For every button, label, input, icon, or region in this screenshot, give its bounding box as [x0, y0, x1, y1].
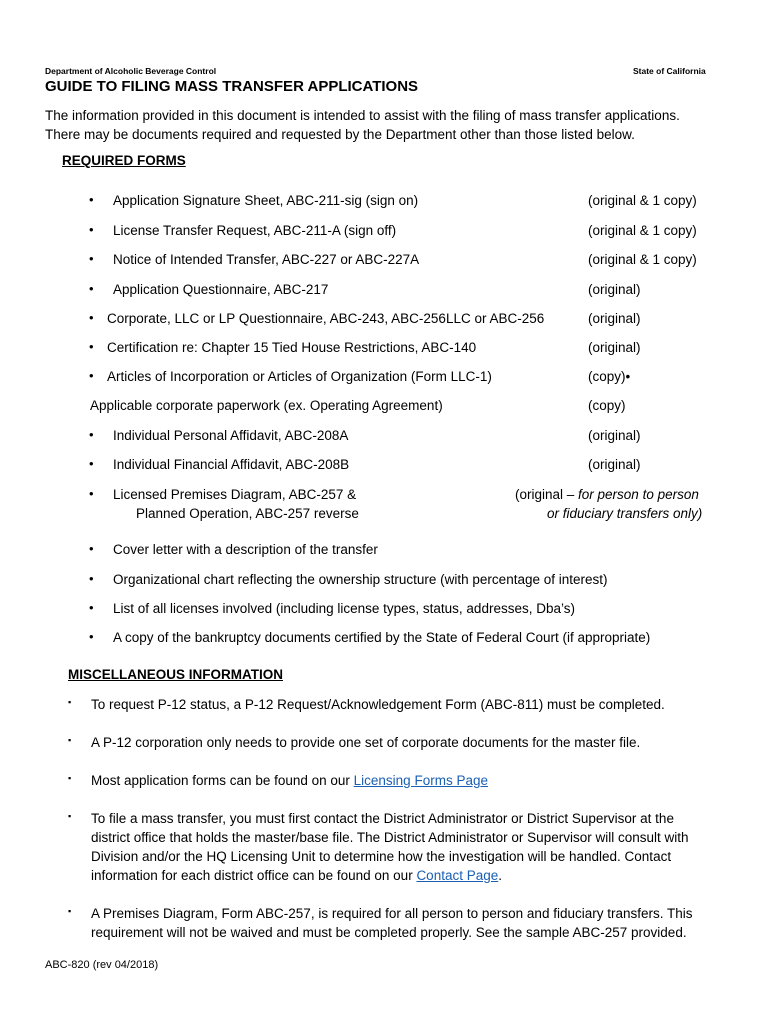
misc-item-line-2: district office that holds the master/base file. The District Administrator or Supervisor will consult with [91, 830, 689, 845]
form-item-label: Cover letter with a description of the transfer [113, 542, 378, 557]
form-item-label: List of all licenses involved (including license types, status, addresses, Dba’s) [113, 601, 575, 616]
form-item-label: Articles of Incorporation or Articles of Organization (Form LLC-1) [107, 369, 492, 384]
misc-item-text: To request P-12 status, a P-12 Request/Acknowledgement Form (ABC-811) must be completed. [91, 697, 665, 712]
bullet-icon: • [89, 456, 94, 471]
misc-item-line-1: A Premises Diagram, Form ABC-257, is required for all person to person and fiduciary transfers. This [91, 906, 693, 921]
square-bullet-icon: ▪ [68, 773, 72, 783]
intro-line-1: The information provided in this document is intended to assist with the filing of mass transfer applications. [45, 108, 680, 123]
form-item-note-prefix: (original – [515, 487, 579, 502]
misc-item-line-4 [91, 866, 502, 885]
form-item-label: Individual Financial Affidavit, ABC-208B [113, 457, 350, 472]
bullet-icon: • [89, 310, 94, 325]
square-bullet-icon: ▪ [68, 906, 72, 916]
form-item-label: License Transfer Request, ABC-211-A (sign off) [113, 223, 397, 238]
licensing-forms-link[interactable]: Licensing Forms Page [353, 773, 488, 788]
form-item-note [515, 485, 699, 504]
form-item-note: (original & 1 copy) [588, 252, 697, 267]
bullet-icon: • [89, 427, 94, 442]
square-bullet-icon: ▪ [68, 811, 72, 821]
form-item-note: (original) [588, 457, 641, 472]
form-item-label: Application Questionnaire, ABC-217 [113, 282, 329, 297]
misc-item-text-lead: Most application forms can be found on our [91, 773, 354, 788]
form-item-note-italic: for person to person [578, 487, 699, 502]
form-item-note: (copy) [588, 398, 626, 413]
form-item-label: Notice of Intended Transfer, ABC-227 or ABC-227A [113, 252, 420, 267]
bullet-icon: • [89, 192, 94, 207]
bullet-icon: • [89, 251, 94, 266]
state-name: State of California [633, 66, 706, 76]
misc-item-line-4-lead: information for each district office can be found on our [91, 868, 417, 883]
form-item-note: (original) [588, 282, 641, 297]
intro-line-2: There may be documents required and requested by the Department other than those listed below. [45, 127, 635, 142]
form-item-label: Corporate, LLC or LP Questionnaire, ABC-243, ABC-256LLC or ABC-256 [107, 311, 545, 326]
misc-heading: MISCELLANEOUS INFORMATION [68, 667, 283, 682]
form-item-note: (original & 1 copy) [588, 193, 697, 208]
form-item-note-line-2: or fiduciary transfers only) [547, 506, 703, 521]
bullet-icon: • [89, 339, 94, 354]
bullet-icon: • [89, 629, 94, 644]
form-item-note: (original) [588, 428, 641, 443]
square-bullet-icon: ▪ [68, 697, 72, 707]
misc-item-line-2: requirement will not be waived and must be completed properly. See the sample ABC-257 provided. [91, 925, 687, 940]
form-item-label: Application Signature Sheet, ABC-211-sig (sign on) [113, 193, 419, 208]
bullet-icon: • [89, 571, 94, 586]
bullet-icon: • [89, 486, 94, 501]
form-item-label: Licensed Premises Diagram, ABC-257 & [113, 487, 357, 502]
misc-item-line-1: To file a mass transfer, you must first contact the District Administrator or District Supervisor at the [91, 811, 674, 826]
required-forms-heading: REQUIRED FORMS [62, 153, 186, 168]
misc-item-line-3: Division and/or the HQ Licensing Unit to determine how the investigation will be handled. Contact [91, 849, 672, 864]
form-item-note: (original) [588, 311, 641, 326]
bullet-icon: • [89, 368, 94, 383]
form-item-label: Organizational chart reflecting the ownership structure (with percentage of interest) [113, 572, 608, 587]
form-item-label: Applicable corporate paperwork (ex. Operating Agreement) [90, 398, 443, 413]
bullet-icon: • [89, 222, 94, 237]
form-id-footer: ABC-820 (rev 04/2018) [45, 959, 159, 971]
form-item-note: (original) [588, 340, 641, 355]
form-item-label-line-2: Planned Operation, ABC-257 reverse [136, 506, 359, 521]
page-title: GUIDE TO FILING MASS TRANSFER APPLICATIONS [45, 78, 419, 95]
bullet-icon: • [89, 281, 94, 296]
misc-item-line-4-tail: . [498, 868, 503, 883]
form-item-note: (original & 1 copy) [588, 223, 697, 238]
department-name: Department of Alcoholic Beverage Control [45, 66, 217, 76]
form-item-note: (copy)• [588, 369, 631, 384]
form-item-label: Individual Personal Affidavit, ABC-208A [113, 428, 349, 443]
bullet-icon: • [89, 541, 94, 556]
misc-item-text: A P-12 corporation only needs to provide one set of corporate documents for the master file. [91, 735, 641, 750]
contact-page-link[interactable]: Contact Page [416, 868, 499, 883]
form-item-label: Certification re: Chapter 15 Tied House Restrictions, ABC-140 [107, 340, 477, 355]
form-item-label: A copy of the bankruptcy documents certified by the State of Federal Court (if appropriate) [113, 630, 651, 645]
misc-item-text [91, 771, 488, 790]
bullet-icon: • [89, 600, 94, 615]
square-bullet-icon: ▪ [68, 735, 72, 745]
